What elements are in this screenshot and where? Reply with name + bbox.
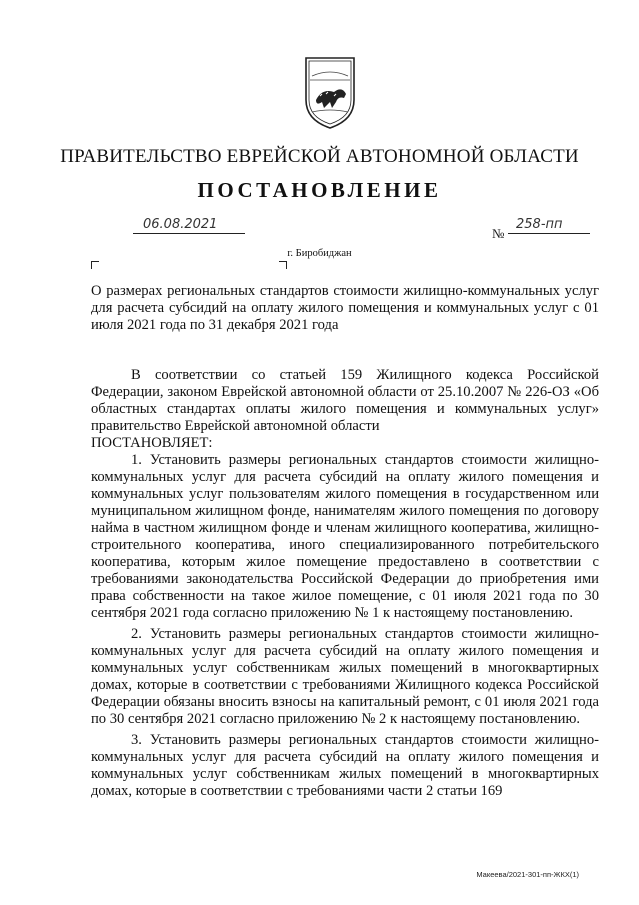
- document-body: [91, 367, 599, 800]
- item-paragraph-1: 1. Установить размеры региональных стандартов стоимости жилищно-коммунальных услуг для расчета субсидий на оплату жилого помещения и коммунальных услуг пользователям жилого помещения в государственном или муниципальном жилищном фонде, нанимателям жилого помещения по договору найма в частном жилищном фонде и членам жилищного кооператива, жилищно-строительного кооператива, иного специализированного потребительского кооператива, которым жилое помещение предоставлено в соответствии с требованиями законодательства Российской Федерации до приобретения ими права собственности на такое жилое помещение, с 01 июля 2021 года по 30 сентября 2021 года согласно приложению № 1 к настоящему постановлению.: [91, 452, 599, 621]
- footer-reference: Макеева/2021-301-пп-ЖКХ(1): [476, 870, 579, 879]
- number-sign: №: [492, 226, 505, 241]
- coat-of-arms-icon: [300, 50, 360, 130]
- decides-heading: ПОСТАНОВЛЯЕТ:: [91, 435, 213, 451]
- government-title: ПРАВИТЕЛЬСТВО ЕВРЕЙСКОЙ АВТОНОМНОЙ ОБЛАСТИ: [60, 146, 579, 167]
- document-subject: О размерах региональных стандартов стоимости жилищно-коммунальных услуг для расчета субсидий на оплату жилого помещения и коммунальных услуг с 01 июля 2021 года по 31 декабря 2021 года: [91, 283, 599, 333]
- city-name: г. Биробиджан: [287, 248, 352, 259]
- subject-corner-right: [279, 261, 287, 269]
- document-type-title: ПОСТАНОВЛЕНИЕ: [197, 178, 442, 202]
- item-paragraph-3: 3. Установить размеры региональных стандартов стоимости жилищно-коммунальных услуг для расчета субсидий на оплату жилого помещения и коммунальных услуг собственникам жилых помещений в многоквартирных домах, которые в соответствии с требованиями части 2 статьи 169: [91, 732, 599, 799]
- item-paragraph-2: 2. Установить размеры региональных стандартов стоимости жилищно-коммунальных услуг для расчета субсидий на оплату жилого помещения и коммунальных услуг собственникам жилых помещений в многоквартирных домах, которые в соответствии с требованиями Жилищного кодекса Российской Федерации обязаны вносить взносы на капитальный ремонт, с 01 июля 2021 года по 30 сентября 2021 согласно приложению № 2 к настоящему постановлению.: [91, 626, 599, 727]
- preamble-paragraph: В соответствии со статьей 159 Жилищного кодекса Российской Федерации, законом Еврейской автономной области от 25.10.2007 № 226-ОЗ «Об областных стандартах оплаты жилого помещения и коммунальных услуг» правительство Еврейской автономной области: [91, 367, 599, 434]
- document-date: 06.08.2021: [133, 218, 245, 234]
- subject-corner-left: [91, 261, 99, 269]
- document-number: 258-пп: [508, 218, 590, 234]
